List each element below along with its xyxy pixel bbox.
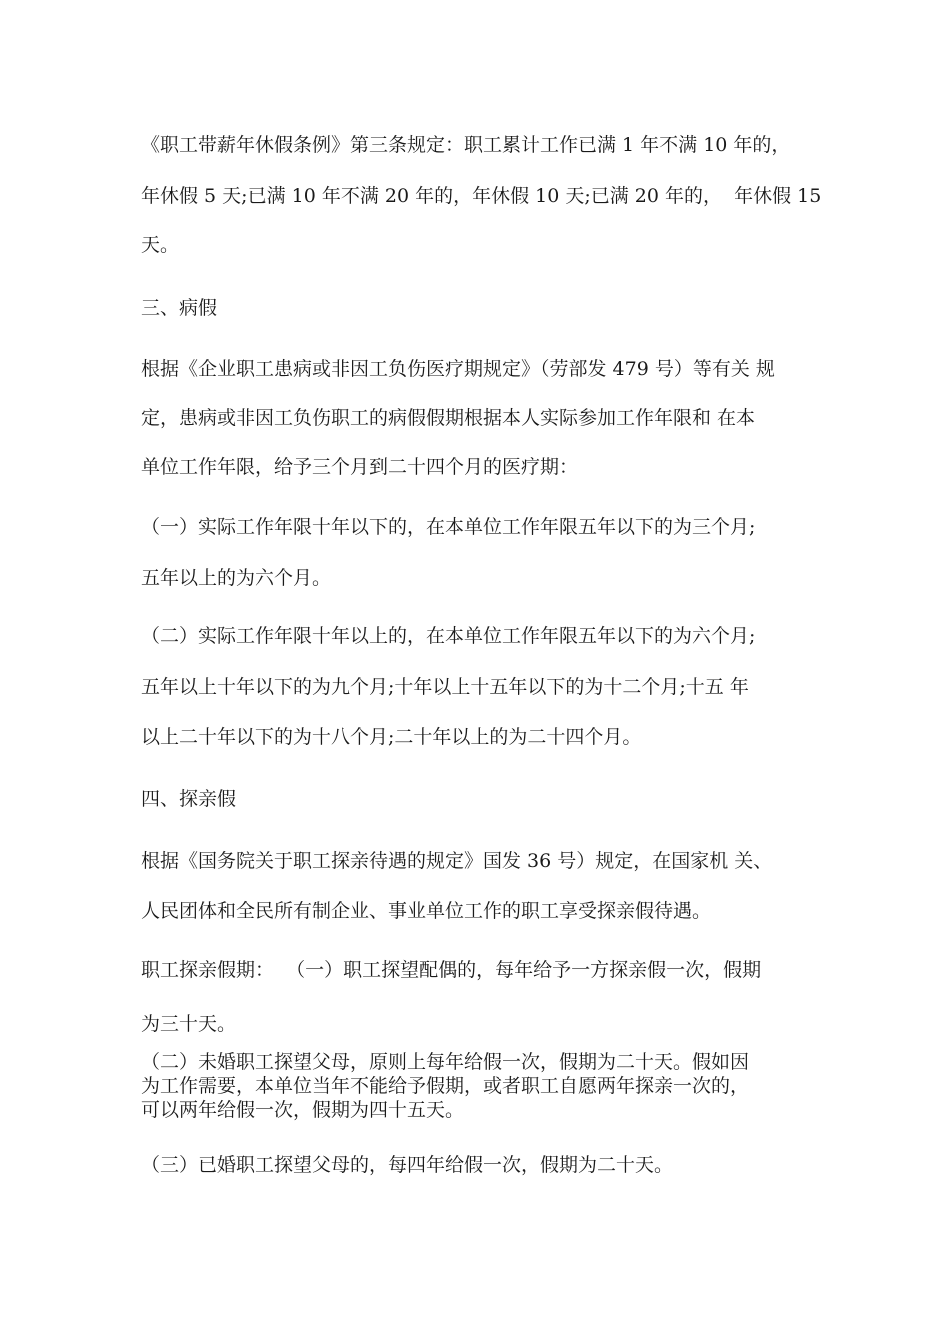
text-line-7: 单位工作年限，给予三个月到二十四个月的医疗期： — [141, 456, 579, 478]
text-line-2: 年休假 5 天;已满 10 年不满 20 年的，年休假 10 天;已满 20 年的， 年休假 15 — [141, 185, 822, 207]
text-line-19: 为工作需要，本单位当年不能给予假期，或者职工自愿两年探亲一次的， — [141, 1075, 750, 1097]
text-line-16: 职工探亲假期： （一）职工探望配偶的，每年给予一方探亲假一次，假期 — [141, 959, 762, 981]
text-line-5: 根据《企业职工患病或非因工负伤医疗期规定》（劳部发 479 号）等有关 规 — [141, 358, 775, 380]
section-heading-sick-leave: 三、病假 — [141, 297, 218, 319]
text-line-8: （一）实际工作年限十年以下的，在本单位工作年限五年以下的为三个月; — [141, 516, 756, 538]
text-line-14: 根据《国务院关于职工探亲待遇的规定》国发 36 号）规定，在国家机 关、 — [141, 850, 773, 872]
text-line-12: 以上二十年以下的为十八个月;二十年以上的为二十四个月。 — [141, 726, 642, 748]
text-line-20: 可以两年给假一次，假期为四十五天。 — [141, 1099, 465, 1121]
text-line-3: 天。 — [141, 234, 180, 256]
text-line-6: 定，患病或非因工负伤职工的病假假期根据本人实际参加工作年限和 在本 — [141, 407, 756, 429]
text-line-1: 《职工带薪年休假条例》第三条规定：职工累计工作已满 1 年不满 10 年的， — [141, 134, 791, 156]
text-line-10: （二）实际工作年限十年以上的，在本单位工作年限五年以下的为六个月; — [141, 625, 756, 647]
text-line-11: 五年以上十年以下的为九个月;十年以上十五年以下的为十二个月;十五 年 — [141, 676, 749, 698]
text-line-21: （三）已婚职工探望父母的，每四年给假一次，假期为二十天。 — [141, 1154, 674, 1176]
text-line-15: 人民团体和全民所有制企业、事业单位工作的职工享受探亲假待遇。 — [141, 900, 712, 922]
section-heading-home-leave: 四、探亲假 — [141, 788, 237, 810]
text-line-18: （二）未婚职工探望父母，原则上每年给假一次，假期为二十天。假如因 — [141, 1051, 750, 1073]
text-line-17: 为三十天。 — [141, 1013, 237, 1035]
text-line-9: 五年以上的为六个月。 — [141, 567, 332, 589]
